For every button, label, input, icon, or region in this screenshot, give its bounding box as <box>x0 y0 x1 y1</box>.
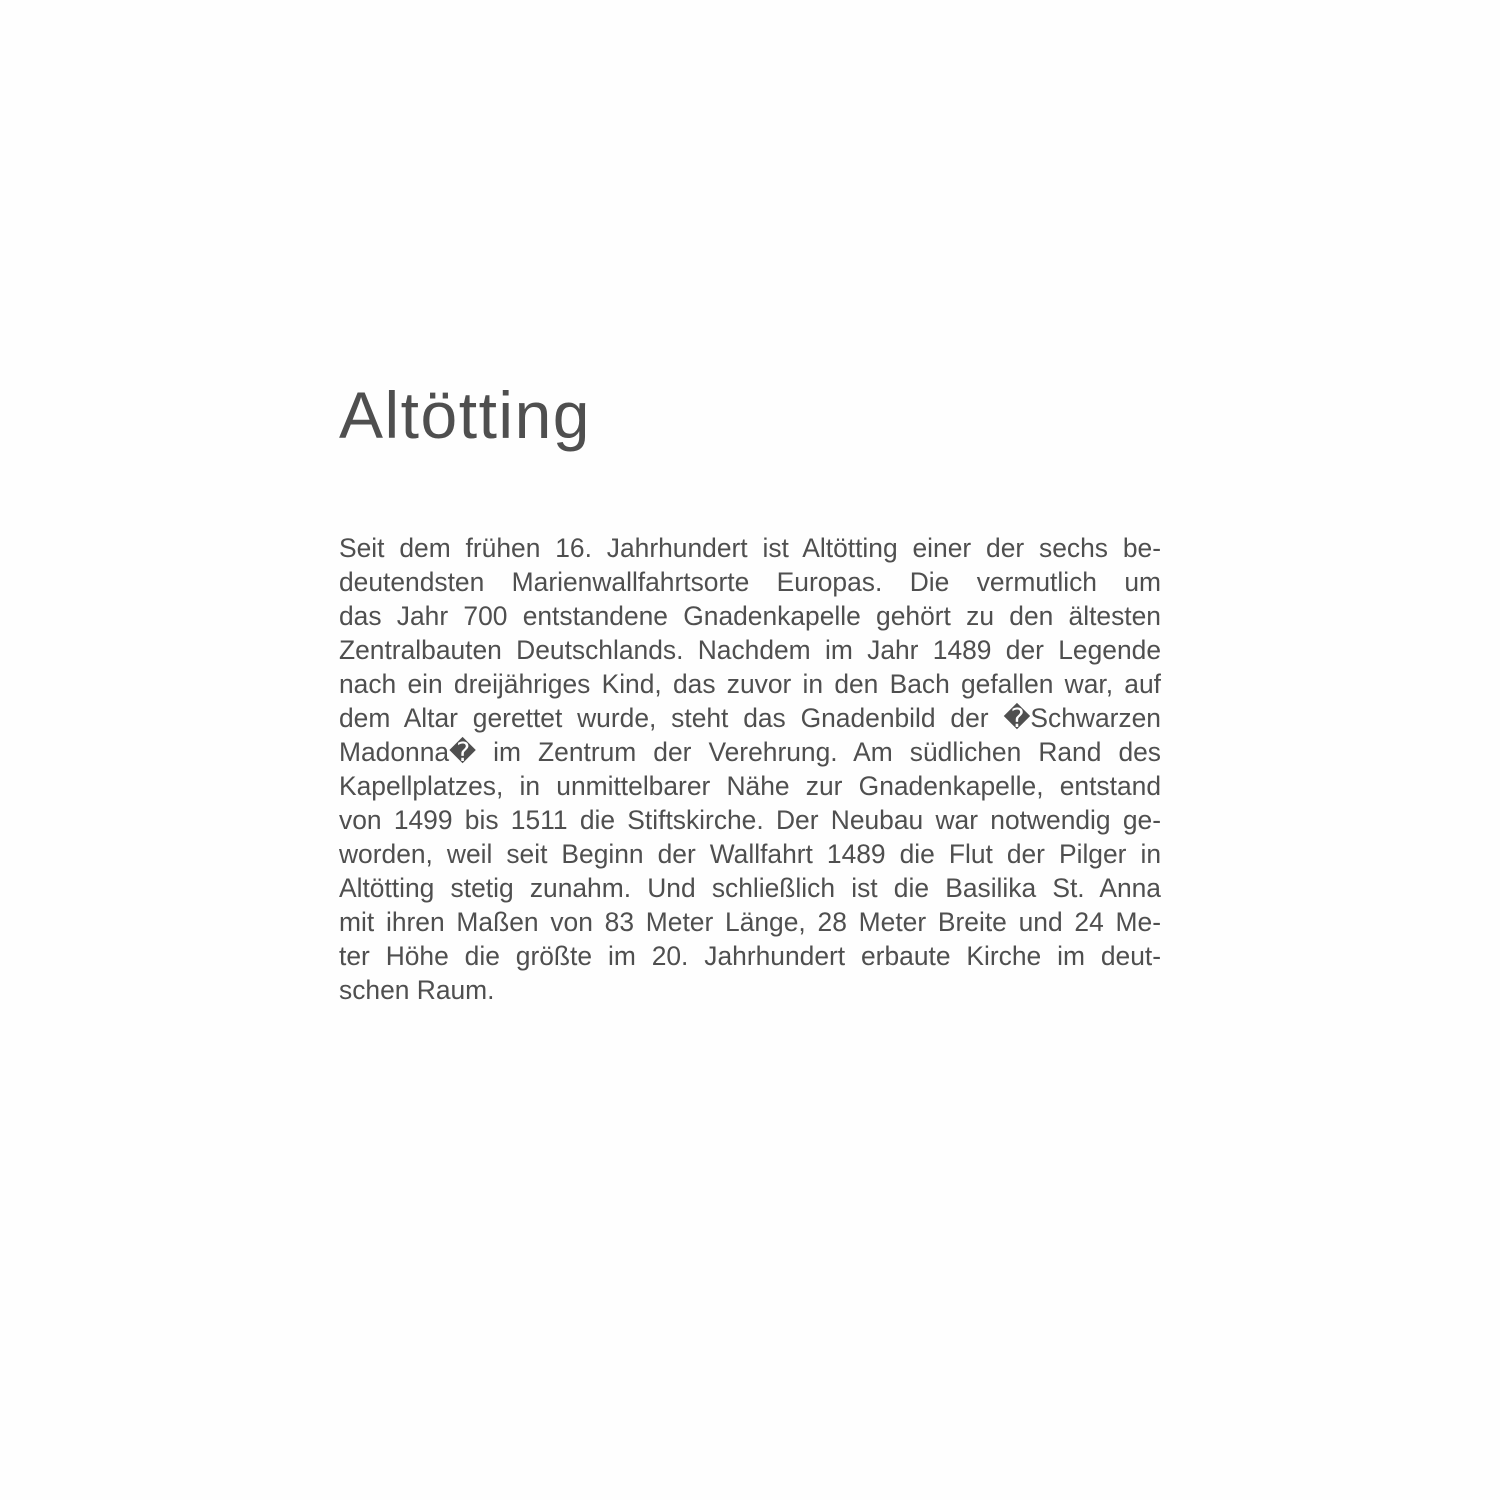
body-paragraph <box>339 531 1161 1007</box>
document-page <box>339 376 1161 1007</box>
page-title: Altötting <box>339 378 591 452</box>
paragraph-line: das Jahr 700 entstandene Gnadenkapelle gehört zu den ältesten <box>339 601 1161 631</box>
paragraph-line: nach ein dreijähriges Kind, das zuvor in den Bach gefallen war, auf <box>339 669 1161 699</box>
paragraph-line: mit ihren Maßen von 83 Meter Länge, 28 Meter Breite und 24 Me- <box>339 907 1161 937</box>
paragraph-line: Kapellplatzes, in unmittelbarer Nähe zur Gnadenkapelle, entstand <box>339 771 1161 801</box>
paragraph-line: Seit dem frühen 16. Jahrhundert ist Altötting einer der sechs be- <box>339 533 1161 563</box>
paragraph-line: Zentralbauten Deutschlands. Nachdem im Jahr 1489 der Legende <box>339 635 1161 665</box>
paragraph-line: deutendsten Marienwallfahrtsorte Europas. Die vermutlich um <box>339 567 1161 597</box>
paragraph-line: ter Höhe die größte im 20. Jahrhundert erbaute Kirche im deut- <box>339 941 1161 971</box>
paragraph-line: worden, weil seit Beginn der Wallfahrt 1489 die Flut der Pilger in <box>339 839 1161 869</box>
paragraph-line: Altötting stetig zunahm. Und schließlich ist die Basilika St. Anna <box>339 873 1161 903</box>
paragraph-line: schen Raum. <box>339 975 495 1005</box>
paragraph-line: Madonna� im Zentrum der Verehrung. Am südlichen Rand des <box>339 737 1161 767</box>
paragraph-line: dem Altar gerettet wurde, steht das Gnadenbild der �Schwarzen <box>339 703 1161 733</box>
paragraph-line: von 1499 bis 1511 die Stiftskirche. Der Neubau war notwendig ge- <box>339 805 1161 835</box>
